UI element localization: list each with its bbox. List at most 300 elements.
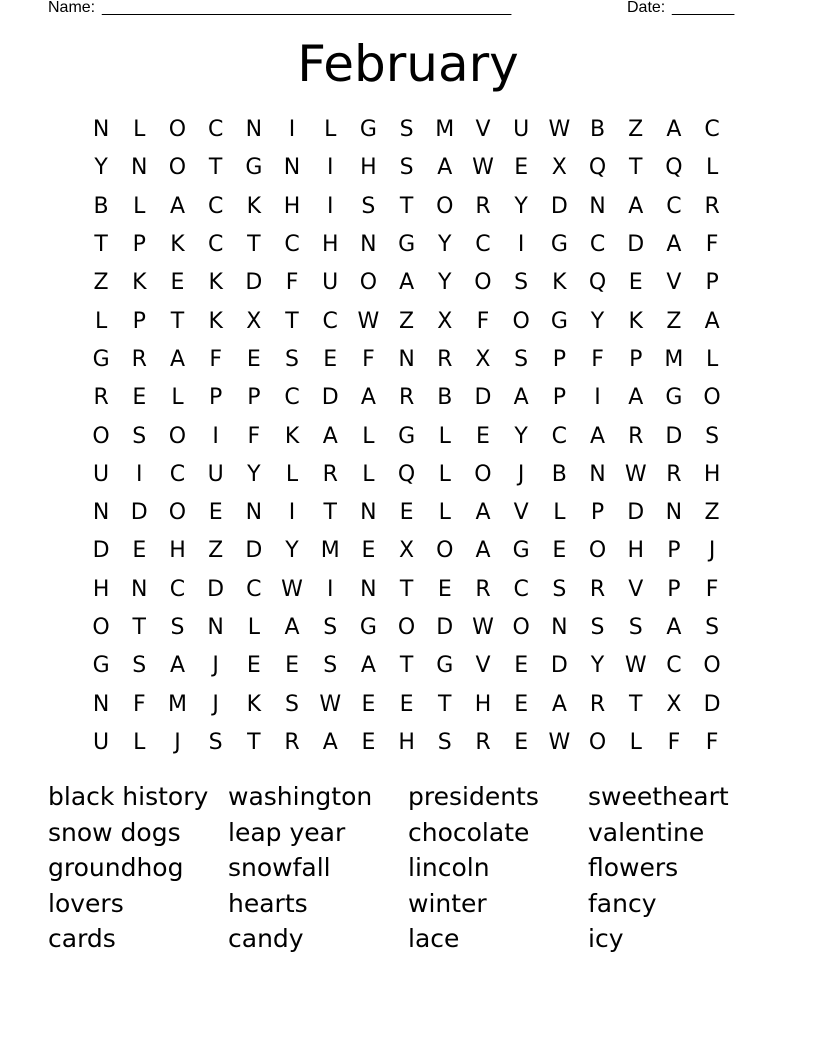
word-bank-item: lovers [48, 888, 124, 918]
grid-cell: H [627, 538, 644, 564]
grid-cell: S [552, 576, 567, 602]
grid-cell: A [169, 653, 185, 679]
grid-cell: A [322, 423, 338, 449]
grid-cell: P [629, 346, 643, 372]
grid-row [82, 532, 731, 570]
grid-cell: G [359, 117, 377, 143]
grid-cell: W [472, 615, 494, 640]
grid-cell: T [170, 308, 185, 334]
grid-row [82, 188, 731, 226]
grid-row [82, 341, 731, 379]
grid-cell: O [474, 461, 492, 487]
grid-cell: T [247, 729, 261, 755]
grid-cell: N [245, 117, 263, 143]
grid-cell: N [360, 232, 377, 258]
grid-cell: L [362, 461, 375, 487]
grid-cell: D [550, 653, 568, 679]
word-bank-item: valentine [588, 817, 705, 847]
grid-cell: U [513, 117, 530, 143]
grid-cell: Y [514, 423, 528, 449]
word-bank-item: icy [588, 924, 624, 954]
grid-cell: G [550, 232, 568, 258]
grid-row [82, 494, 731, 532]
grid-cell: X [437, 308, 453, 334]
grid-cell: S [514, 346, 529, 372]
grid-cell: K [246, 193, 262, 219]
grid-cell: N [207, 615, 224, 640]
grid-cell: I [517, 232, 525, 258]
grid-cell: S [361, 193, 376, 219]
word-bank [48, 779, 768, 957]
grid-cell: D [627, 500, 645, 526]
grid-cell: E [170, 270, 185, 296]
grid-cell: A [628, 385, 644, 411]
grid-cell: I [326, 576, 334, 602]
grid-cell: E [361, 729, 376, 755]
grid-cell: U [322, 270, 339, 296]
grid-cell: O [92, 423, 110, 449]
grid-cell: M [664, 346, 684, 372]
grid-cell: S [437, 729, 452, 755]
grid-cell: R [628, 423, 644, 449]
grid-cell: Y [590, 308, 605, 334]
grid-cell: T [247, 232, 261, 258]
grid-cell: O [436, 193, 454, 219]
grid-cell: L [171, 385, 184, 411]
grid-cell: L [324, 117, 337, 143]
grid-cell: T [399, 653, 414, 679]
grid-cell: E [246, 346, 261, 372]
grid-cell: Z [666, 308, 682, 334]
grid-cell: C [322, 308, 338, 334]
grid-cell: X [551, 155, 567, 181]
grid-cell: W [472, 155, 494, 181]
grid-cell: O [588, 729, 607, 755]
grid-cell: S [323, 653, 338, 679]
grid-cell: A [322, 729, 338, 755]
grid-cell: J [174, 729, 181, 755]
grid-cell: K [208, 270, 223, 296]
grid-cell: Y [514, 193, 528, 219]
grid-cell: K [208, 308, 223, 334]
grid-row [82, 111, 731, 149]
grid-cell: E [514, 691, 529, 717]
grid-cell: D [627, 232, 645, 258]
grid-cell: T [285, 308, 299, 334]
grid-cell: L [133, 729, 146, 755]
grid-cell: E [514, 653, 529, 679]
grid-cell: A [513, 385, 529, 411]
grid-cell: C [666, 193, 682, 219]
grid-cell: G [550, 308, 568, 334]
grid-cell: E [132, 538, 147, 564]
grid-row [82, 226, 731, 264]
grid-cell: R [475, 729, 491, 755]
grid-cell: V [628, 576, 644, 602]
grid-cell: R [93, 385, 109, 411]
grid-cell: R [322, 461, 338, 487]
grid-cell: S [399, 117, 414, 143]
grid-cell: Y [590, 653, 605, 679]
grid-cell: X [475, 346, 491, 372]
grid-cell: Z [628, 117, 644, 143]
grid-cell: L [705, 155, 719, 181]
date-label: Date: [627, 0, 666, 16]
grid-cell: H [92, 576, 110, 602]
grid-cell: H [360, 155, 377, 181]
grid-cell: S [132, 423, 147, 449]
grid-row [82, 264, 731, 302]
grid-cell: C [246, 576, 262, 602]
word-bank-item: lincoln [408, 853, 490, 883]
grid-cell: H [283, 193, 301, 219]
grid-cell: C [207, 193, 224, 219]
grid-cell: D [245, 270, 263, 296]
grid-cell: B [589, 117, 606, 143]
grid-row [82, 724, 731, 762]
grid-cell: N [551, 615, 568, 640]
grid-cell: R [475, 193, 491, 219]
grid-cell: G [512, 538, 530, 564]
header [48, 0, 748, 20]
grid-cell: J [517, 461, 525, 487]
grid-cell: I [288, 117, 296, 143]
grid-cell: O [397, 615, 416, 640]
grid-cell: V [666, 270, 682, 296]
grid-cell: N [589, 193, 606, 219]
grid-cell: Z [399, 308, 415, 334]
grid-cell: O [703, 385, 721, 411]
grid-cell: X [246, 308, 262, 334]
grid-cell: I [136, 461, 143, 487]
grid-cell: P [667, 538, 681, 564]
grid-cell: I [288, 500, 296, 526]
grid-cell: W [624, 653, 647, 679]
grid-cell: F [209, 346, 222, 372]
grid-cell: Y [438, 232, 452, 258]
grid-cell: E [323, 346, 338, 372]
grid-cell: Y [247, 461, 261, 487]
grid-cell: L [629, 729, 642, 755]
grid-cell: N [131, 576, 148, 602]
grid-cell: S [132, 653, 147, 679]
grid-cell: P [132, 308, 146, 334]
grid-row [82, 456, 731, 494]
grid-cell: K [132, 270, 147, 296]
grid-cell: I [326, 193, 334, 219]
grid-cell: H [321, 232, 339, 258]
grid-cell: T [208, 155, 223, 181]
grid-cell: E [132, 385, 147, 411]
grid-cell: X [666, 691, 682, 717]
grid-cell: A [666, 232, 682, 258]
grid-cell: I [326, 155, 334, 181]
grid-cell: C [169, 576, 186, 602]
grid-cell: B [551, 461, 567, 487]
grid-cell: W [357, 308, 380, 334]
grid-cell: Z [704, 500, 720, 526]
grid-cell: J [212, 653, 219, 679]
grid-cell: G [436, 653, 454, 679]
grid-cell: T [399, 576, 414, 602]
grid-cell: R [437, 346, 453, 372]
grid-cell: Q [588, 270, 607, 296]
grid-cell: L [705, 346, 719, 372]
grid-cell: Y [285, 538, 299, 564]
word-bank-item: snow dogs [48, 817, 181, 847]
grid-cell: V [475, 117, 491, 143]
word-bank-item: winter [408, 888, 487, 918]
grid-cell: T [132, 615, 146, 640]
grid-cell: F [667, 729, 681, 755]
grid-cell: A [628, 193, 644, 219]
grid-cell: H [474, 691, 492, 717]
grid-cell: C [284, 385, 300, 411]
grid-cell: S [399, 155, 414, 181]
grid-cell: L [94, 308, 108, 334]
grid-cell: G [92, 653, 110, 679]
grid-cell: A [551, 691, 567, 717]
grid-cell: D [436, 615, 454, 640]
grid-cell: S [514, 270, 529, 296]
name-label: Name: [48, 0, 96, 16]
grid-cell: L [553, 500, 566, 526]
grid-cell: N [92, 117, 110, 143]
grid-cell: D [474, 385, 492, 411]
grid-row [82, 571, 731, 609]
letter-grid [82, 111, 731, 762]
grid-cell: E [361, 538, 376, 564]
grid-cell: R [284, 729, 300, 755]
grid-cell: K [628, 308, 643, 334]
grid-cell: R [131, 346, 147, 372]
grid-cell: M [435, 117, 455, 143]
word-bank-item: snowfall [228, 853, 331, 883]
grid-row [82, 647, 731, 685]
grid-cell: P [132, 232, 146, 258]
grid-cell: A [169, 193, 185, 219]
grid-cell: G [359, 615, 377, 640]
word-bank-item: fancy [588, 888, 657, 918]
grid-cell: W [624, 461, 647, 487]
grid-cell: L [285, 461, 299, 487]
word-bank-item: flowers [588, 853, 679, 883]
grid-cell: R [475, 576, 491, 602]
grid-cell: T [628, 691, 643, 717]
grid-cell: N [92, 691, 110, 717]
grid-cell: S [705, 615, 720, 640]
grid-cell: O [92, 615, 110, 640]
grid-cell: C [704, 117, 720, 143]
grid-cell: T [628, 155, 643, 181]
grid-cell: L [247, 615, 260, 640]
grid-cell: D [207, 576, 225, 602]
grid-cell: Y [94, 155, 108, 181]
word-bank-item: chocolate [408, 817, 530, 847]
grid-cell: P [247, 385, 261, 411]
grid-cell: K [552, 270, 567, 296]
grid-row [82, 609, 731, 647]
grid-cell: L [438, 500, 451, 526]
grid-cell: C [207, 117, 224, 143]
grid-cell: N [131, 155, 148, 181]
grid-cell: P [705, 270, 719, 296]
grid-cell: O [512, 615, 530, 640]
grid-cell: U [93, 729, 110, 755]
word-bank-item: lace [408, 924, 460, 954]
grid-cell: F [705, 232, 719, 258]
grid-cell: A [169, 346, 185, 372]
grid-cell: V [475, 653, 491, 679]
grid-cell: S [285, 346, 300, 372]
grid-cell: U [93, 461, 110, 487]
grid-cell: A [590, 423, 606, 449]
grid-cell: A [399, 270, 415, 296]
grid-cell: A [475, 500, 491, 526]
grid-cell: A [437, 155, 453, 181]
grid-cell: J [212, 691, 219, 717]
grid-cell: O [436, 538, 454, 564]
grid-cell: S [628, 615, 643, 640]
grid-cell: M [167, 691, 187, 717]
grid-cell: D [245, 538, 263, 564]
grid-cell: L [438, 423, 451, 449]
grid-cell: A [704, 308, 720, 334]
grid-cell: E [552, 538, 567, 564]
word-bank-item: sweetheart [588, 782, 729, 811]
grid-cell: O [168, 117, 187, 143]
word-bank-item: candy [228, 924, 304, 954]
grid-cell: N [360, 576, 377, 602]
grid-cell: W [281, 576, 303, 602]
grid-cell: H [398, 729, 415, 755]
grid-cell: A [666, 117, 682, 143]
grid-cell: F [705, 729, 719, 755]
grid-cell: O [588, 538, 607, 564]
grid-cell: Z [93, 270, 109, 296]
grid-cell: F [247, 423, 261, 449]
grid-cell: T [94, 232, 108, 258]
grid-cell: V [513, 500, 529, 526]
grid-cell: O [474, 270, 492, 296]
grid-cell: C [284, 232, 300, 258]
grid-cell: F [285, 270, 299, 296]
grid-cell: O [168, 423, 187, 449]
grid-cell: P [209, 385, 223, 411]
grid-cell: F [591, 346, 604, 372]
word-bank-item: cards [48, 924, 116, 954]
grid-cell: L [362, 423, 375, 449]
grid-cell: D [321, 385, 339, 411]
grid-cell: Q [665, 155, 683, 181]
grid-cell: N [589, 461, 606, 487]
grid-cell: N [360, 500, 377, 526]
grid-cell: O [359, 270, 378, 296]
grid-cell: F [476, 308, 490, 334]
grid-cell: G [245, 155, 263, 181]
grid-cell: D [92, 538, 110, 564]
grid-cell: B [93, 193, 109, 219]
grid-cell: E [437, 576, 452, 602]
grid-cell: N [283, 155, 301, 181]
grid-cell: E [246, 653, 261, 679]
grid-cell: O [512, 308, 530, 334]
grid-cell: F [132, 691, 146, 717]
grid-cell: G [92, 346, 110, 372]
grid-cell: N [245, 500, 263, 526]
grid-cell: S [323, 615, 338, 640]
grid-cell: S [170, 615, 185, 640]
name-line: ______________________________________________ [102, 0, 512, 16]
grid-cell: H [169, 538, 186, 564]
word-bank-item: hearts [228, 888, 308, 918]
grid-cell: R [589, 576, 606, 602]
grid-cell: K [284, 423, 300, 449]
grid-cell: E [208, 500, 223, 526]
page-title: February [297, 35, 519, 93]
grid-cell: J [708, 538, 716, 564]
grid-cell: U [207, 461, 224, 487]
grid-cell: F [362, 346, 375, 372]
grid-cell: F [705, 576, 719, 602]
grid-cell: X [399, 538, 415, 564]
word-bank-item: black history [48, 782, 209, 811]
grid-cell: L [133, 117, 146, 143]
grid-cell: D [665, 423, 683, 449]
grid-cell: C [475, 232, 491, 258]
grid-cell: Y [438, 270, 452, 296]
grid-cell: W [319, 691, 342, 717]
word-bank-item: washington [228, 782, 373, 811]
grid-row [82, 379, 731, 417]
grid-cell: P [590, 500, 605, 526]
grid-cell: E [514, 155, 529, 181]
grid-cell: G [398, 232, 416, 258]
grid-cell: O [168, 155, 187, 181]
grid-cell: S [208, 729, 223, 755]
grid-cell: T [438, 691, 452, 717]
grid-cell: E [628, 270, 643, 296]
grid-cell: H [703, 461, 721, 487]
grid-cell: L [438, 461, 451, 487]
grid-cell: K [246, 691, 262, 717]
grid-cell: E [285, 653, 299, 679]
grid-cell: R [704, 193, 720, 219]
grid-row [82, 149, 731, 187]
grid-cell: O [168, 500, 187, 526]
grid-cell: E [361, 691, 376, 717]
grid-cell: S [285, 691, 300, 717]
grid-cell: Q [588, 155, 607, 181]
grid-cell: R [666, 461, 682, 487]
grid-cell: A [666, 615, 682, 640]
grid-cell: O [703, 653, 721, 679]
word-bank-item: leap year [228, 817, 346, 847]
date-line: _______ [672, 0, 735, 16]
grid-cell: P [552, 346, 566, 372]
grid-cell: G [665, 385, 683, 411]
grid-cell: R [398, 385, 415, 411]
grid-cell: A [284, 615, 300, 640]
grid-cell: D [703, 691, 721, 717]
grid-cell: T [323, 500, 337, 526]
grid-cell: N [92, 500, 110, 526]
grid-cell: R [589, 691, 606, 717]
grid-cell: W [548, 729, 571, 755]
grid-cell: E [399, 500, 414, 526]
grid-cell: T [399, 193, 414, 219]
grid-cell: N [665, 500, 683, 526]
